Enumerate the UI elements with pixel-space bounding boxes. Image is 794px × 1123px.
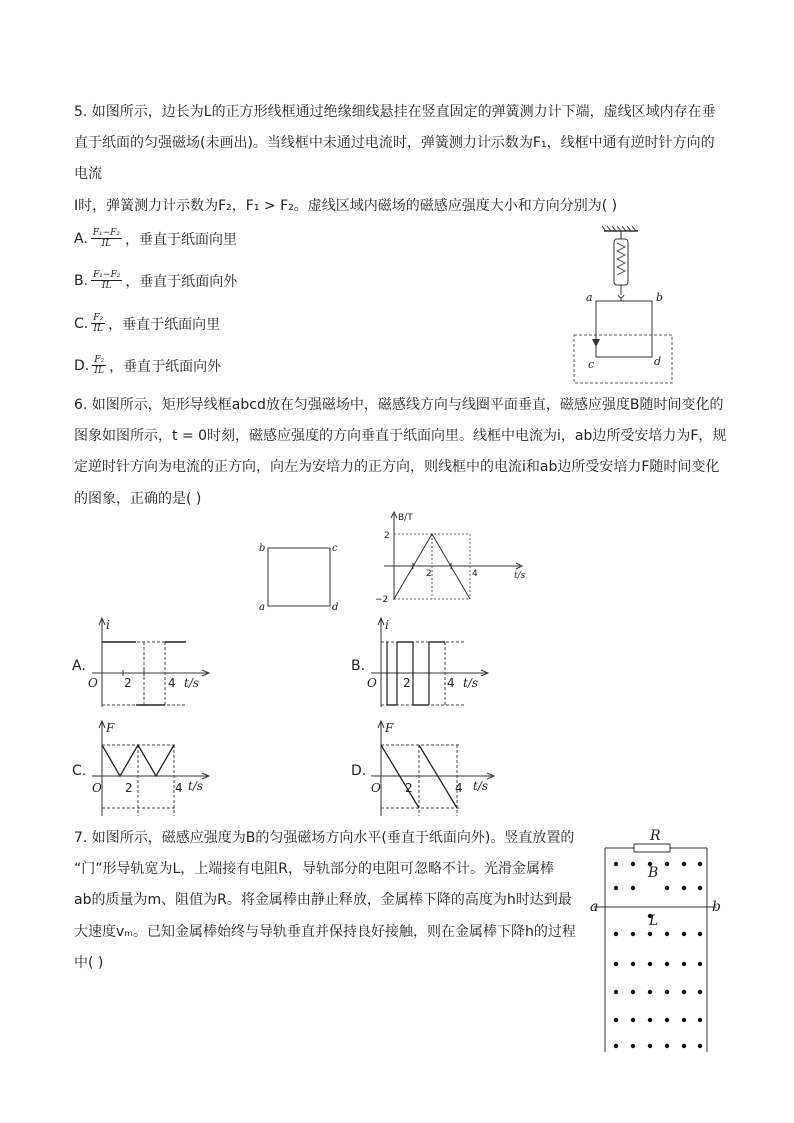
field-dot bbox=[698, 932, 702, 936]
field-dot bbox=[682, 990, 686, 994]
opt-c-t4: 4 bbox=[175, 781, 183, 795]
q6-line-4: 的图象，正确的是( ) bbox=[74, 491, 202, 507]
field-dot bbox=[631, 932, 635, 936]
field-dot bbox=[698, 1044, 702, 1048]
field-dot bbox=[631, 886, 635, 890]
q5-line-4: I时，弹簧测力计示数为F₂，F₁ > F₂。虚线区域内磁场的磁感应强度大小和方向分别为( ) bbox=[74, 198, 618, 214]
option-text: ，垂直于纸面向里 bbox=[108, 316, 221, 333]
field-dot bbox=[614, 932, 618, 936]
opt-d-origin: O bbox=[371, 781, 381, 795]
q7-label-b: b bbox=[712, 899, 721, 915]
q6-option-d-label[interactable]: D. bbox=[351, 763, 367, 779]
q6-frame-b: b bbox=[259, 543, 266, 554]
field-dot bbox=[665, 1018, 669, 1022]
option-text: ，垂直于纸面向外 bbox=[109, 358, 222, 375]
field-dot bbox=[614, 962, 618, 966]
option-fraction: $\frac{\text{F₂}}{IL}$ bbox=[94, 355, 105, 376]
q6-option-a-label[interactable]: A. bbox=[72, 658, 86, 674]
q6-line-3: 定逆时针方向为电流的正方向，向左为安培力的正方向，则线框中的电流i和ab边所受安培力F随时间变化 bbox=[74, 459, 720, 475]
field-dot bbox=[631, 990, 635, 994]
field-dot bbox=[614, 1018, 618, 1022]
field-dot bbox=[698, 990, 702, 994]
field-dot bbox=[665, 1044, 669, 1048]
field-dot bbox=[665, 962, 669, 966]
opt-d-xlabel: t/s bbox=[473, 779, 489, 793]
q5-corner-b: b bbox=[656, 291, 664, 304]
opt-d-t2: 2 bbox=[405, 781, 413, 795]
q6-option-c-label[interactable]: C. bbox=[72, 763, 87, 779]
q7-line-3: ab的质量为m、阻值为R。将金属棒由静止释放，金属棒下降的高度为h时达到最 bbox=[74, 892, 572, 908]
field-dot bbox=[665, 932, 669, 936]
option-label: A. bbox=[74, 230, 88, 247]
opt-c-xlabel: t/s bbox=[188, 779, 204, 793]
field-dot bbox=[682, 862, 686, 866]
opt-b-xlabel: t/s bbox=[463, 676, 479, 690]
q7-line-5: 中( ) bbox=[74, 955, 104, 971]
option-text: ，垂直于纸面向外 bbox=[125, 273, 238, 290]
q7-label-a: a bbox=[590, 899, 599, 915]
opt-c-ylabel: F bbox=[106, 721, 115, 735]
opt-b-ylabel: i bbox=[385, 618, 389, 632]
field-dot bbox=[665, 862, 669, 866]
field-dot bbox=[665, 886, 669, 890]
q5-option-a[interactable] bbox=[74, 228, 237, 249]
field-dot bbox=[698, 886, 702, 890]
q6-option-a-graph[interactable] bbox=[88, 615, 218, 707]
field-dot bbox=[631, 862, 635, 866]
opt-c-origin: O bbox=[92, 781, 102, 795]
field-dot bbox=[631, 962, 635, 966]
field-dot bbox=[698, 1018, 702, 1022]
q5-corner-c: c bbox=[588, 358, 595, 371]
field-dot bbox=[648, 1044, 652, 1048]
bt-tick-2: 2 bbox=[384, 531, 390, 541]
q7-line-1: 7. 如图所示，磁感应强度为B的匀强磁场方向水平(垂直于纸面向外)。竖直放置的 bbox=[74, 830, 575, 846]
opt-a-ylabel: i bbox=[106, 618, 110, 632]
field-dot bbox=[648, 1018, 652, 1022]
q5-spring-scale-figure bbox=[570, 225, 680, 385]
q5-line-1: 5. 如图所示，边长为L的正方形线框通过绝缘细线悬挂在竖直固定的弹簧测力计下端，虚线区域内存在垂 bbox=[74, 104, 716, 120]
option-fraction: $\frac{\text{F₁−F₂}}{IL}$ bbox=[92, 228, 121, 249]
q7-line-4: 大速度vₘ。已知金属棒始终与导轨垂直并保持良好接触，则在金属棒下降h的过程 bbox=[74, 924, 576, 940]
option-label: D. bbox=[74, 357, 90, 374]
option-label: C. bbox=[74, 315, 89, 332]
opt-b-t2: 2 bbox=[403, 676, 411, 690]
q6-bt-graph bbox=[372, 510, 537, 605]
q7-rail-figure bbox=[588, 826, 728, 1054]
q6-frame-a: a bbox=[259, 602, 265, 613]
q7-line-2: “门”形导轨宽为L，上端接有电阻R，导轨部分的电阻可忽略不计。光滑金属棒 bbox=[74, 861, 555, 877]
opt-a-xlabel: t/s bbox=[184, 676, 200, 690]
field-dot bbox=[682, 962, 686, 966]
field-dot bbox=[614, 886, 618, 890]
q7-label-L: L bbox=[649, 913, 659, 929]
opt-d-ylabel: F bbox=[385, 721, 394, 735]
q5-option-c[interactable] bbox=[74, 313, 220, 334]
option-label: B. bbox=[74, 272, 89, 289]
opt-a-t2: 2 bbox=[124, 676, 132, 690]
opt-c-t2: 2 bbox=[125, 781, 133, 795]
q7-label-B: B bbox=[648, 865, 659, 881]
q6-line-1: 6. 如图所示，矩形导线框abcd放在匀强磁场中，磁感线方向与线圈平面垂直，磁感应强度B随时间变化的 bbox=[74, 397, 724, 413]
field-dot bbox=[614, 990, 618, 994]
option-text: ，垂直于纸面向里 bbox=[125, 231, 238, 248]
bt-tick-x4: 4 bbox=[472, 569, 478, 579]
field-dot bbox=[648, 962, 652, 966]
bt-ylabel: B/T bbox=[398, 513, 413, 523]
bt-tick-neg2: −2 bbox=[375, 595, 389, 605]
q6-option-d-graph[interactable] bbox=[367, 718, 507, 818]
bt-tick-x2: 2 bbox=[426, 569, 432, 579]
option-fraction: $\frac{\text{F₂}}{IL}$ bbox=[93, 313, 104, 334]
field-dot bbox=[614, 1044, 618, 1048]
field-dot bbox=[682, 932, 686, 936]
q5-line-2: 直于纸面的匀强磁场(未画出)。当线框中未通过电流时，弹簧测力计示数为F₁，线框中通有逆时针方向的 bbox=[74, 135, 715, 151]
field-dot bbox=[698, 962, 702, 966]
option-fraction: $\frac{\text{F₁−F₂}}{IL}$ bbox=[93, 270, 121, 291]
q6-frame-figure bbox=[258, 538, 340, 612]
field-dot bbox=[631, 1018, 635, 1022]
q6-frame-c: c bbox=[332, 543, 338, 554]
magnetic-field-dots bbox=[614, 862, 702, 1048]
q7-label-R: R bbox=[650, 828, 661, 844]
field-dot bbox=[665, 990, 669, 994]
field-dot bbox=[682, 1044, 686, 1048]
opt-d-t4: 4 bbox=[455, 781, 463, 795]
q5-line-3: 电流 bbox=[74, 166, 102, 182]
q6-option-b-label[interactable]: B. bbox=[351, 658, 366, 674]
q5-option-d[interactable] bbox=[74, 355, 221, 376]
q6-option-c-graph[interactable] bbox=[88, 718, 218, 818]
q5-option-b[interactable] bbox=[74, 270, 237, 291]
opt-a-origin: O bbox=[88, 676, 98, 690]
field-dot bbox=[648, 932, 652, 936]
opt-a-t4: 4 bbox=[168, 676, 176, 690]
field-dot bbox=[648, 990, 652, 994]
field-dot bbox=[614, 862, 618, 866]
opt-b-origin: O bbox=[367, 676, 377, 690]
field-dot bbox=[682, 886, 686, 890]
q6-frame-d: d bbox=[332, 602, 339, 613]
bt-xlabel: t/s bbox=[514, 571, 526, 581]
field-dot bbox=[682, 1018, 686, 1022]
field-dot bbox=[698, 862, 702, 866]
opt-b-t4: 4 bbox=[447, 676, 455, 690]
q6-line-2: 图象如图所示，t = 0时刻，磁感应强度的方向垂直于纸面向里。线框中电流为i，ab边所受安培力为F，规 bbox=[74, 428, 727, 444]
field-dot bbox=[631, 1044, 635, 1048]
q6-option-b-graph[interactable] bbox=[367, 615, 497, 707]
q5-corner-a: a bbox=[586, 291, 593, 304]
q5-corner-d: d bbox=[654, 355, 662, 368]
